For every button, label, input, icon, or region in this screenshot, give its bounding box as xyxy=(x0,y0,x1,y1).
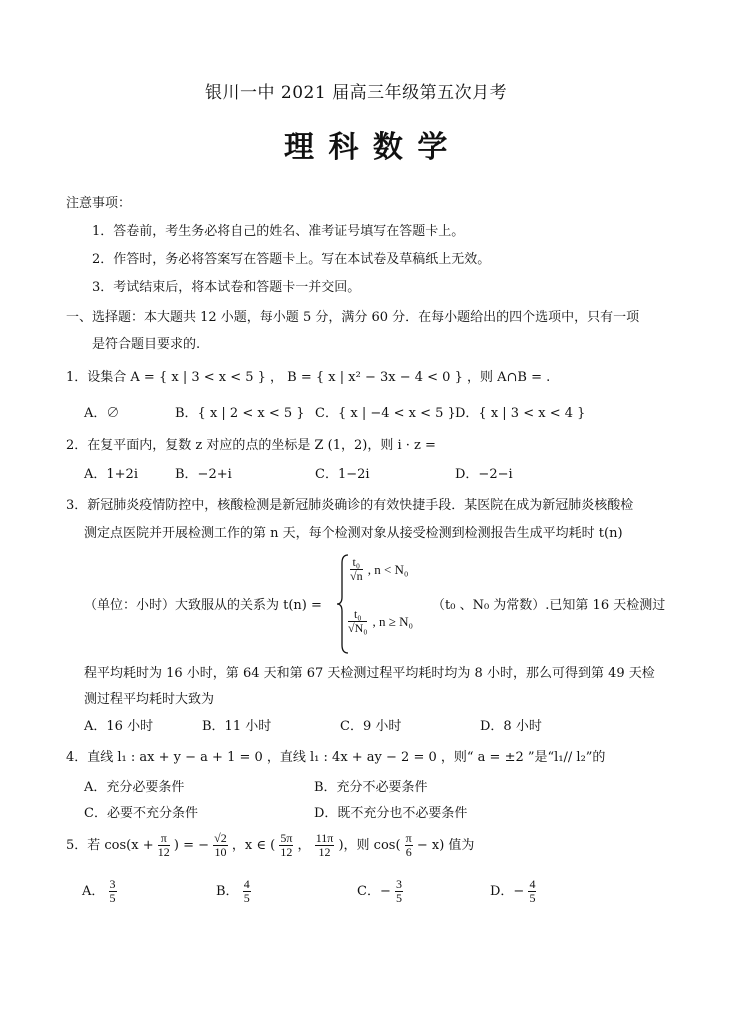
case2-fraction xyxy=(348,608,367,635)
q5-frac-3-den: 12 xyxy=(280,845,293,859)
question-2-option-c: C．1−2i xyxy=(315,467,370,482)
question-3-option-d: D．8 小时 xyxy=(480,719,542,734)
question-4-option-a: A．充分必要条件 xyxy=(84,780,185,795)
case1-num: t₀ xyxy=(350,556,363,570)
question-1-option-a: A．∅ xyxy=(84,406,120,421)
question-3-line1: 3．新冠肺炎疫情防控中，核酸检测是新冠肺炎确诊的有效快捷手段．某医院在成为新冠肺炎核酸检 xyxy=(66,498,634,513)
question-5-option-d xyxy=(490,878,536,905)
q5-frac-2-den: 10 xyxy=(214,845,227,859)
q5-d-den: 5 xyxy=(529,891,536,905)
question-2-option-a: A．1+2i xyxy=(84,467,138,482)
q5-a-frac xyxy=(109,878,117,905)
q5-d-frac xyxy=(528,878,536,905)
case1-den: √n xyxy=(350,569,363,583)
question-3-line5: 测过程平均耗时大致为 xyxy=(84,692,215,707)
q5-a-den: 5 xyxy=(109,891,116,905)
piecewise-case-2 xyxy=(348,608,413,635)
q5-part-6: − x) 值为 xyxy=(416,838,475,853)
piecewise-case-1 xyxy=(350,556,408,583)
q5-frac-4-num: 11π xyxy=(315,831,334,845)
question-5-option-a xyxy=(82,878,117,905)
question-1-option-c: C．{ x | −4 < x < 5 } xyxy=(315,406,456,421)
question-5-stem xyxy=(66,832,474,859)
q5-part-1: 5．若 cos(x + xyxy=(66,838,154,853)
question-4-stem: 4．直线 l₁ : ax + y − a + 1 = 0 ，直线 l₁ : 4x + ay − 2 = 0 ，则“ a = ±2 ”是“l₁// l₂”的 xyxy=(66,750,606,765)
question-2-option-d: D．−2−i xyxy=(455,467,513,482)
q5-frac-2 xyxy=(213,832,228,859)
question-1-stem: 1．设集合 A = { x | 3 < x < 5 } ， B = { x | x² − 3x − 4 < 0 } ，则 A∩B = . xyxy=(66,370,551,385)
notice-heading: 注意事项： xyxy=(66,196,132,211)
q5-frac-5-den: 6 xyxy=(405,845,412,859)
notice-item-3: 3．考试结束后，将本试卷和答题卡一并交回。 xyxy=(92,280,361,295)
q5-frac-1-den: 12 xyxy=(157,845,170,859)
section-instructions-line2: 是符合题目要求的. xyxy=(92,337,201,352)
q5-part-4: ， xyxy=(297,838,311,853)
question-2-option-b: B．−2+i xyxy=(175,467,232,482)
notice-item-1: 1．答卷前，考生务必将自己的姓名、准考证号填写在答题卡上。 xyxy=(92,224,465,239)
q5-a-num: 3 xyxy=(109,877,116,891)
q5-frac-4-den: 12 xyxy=(318,845,331,859)
q5-c-num: 3 xyxy=(395,877,402,891)
question-5-option-b xyxy=(216,878,251,905)
q5-b-label: B． xyxy=(216,884,239,899)
question-1-option-d: D．{ x | 3 < x < 4 } xyxy=(455,406,586,421)
q5-b-frac xyxy=(243,878,251,905)
q5-frac-5 xyxy=(405,832,413,859)
q5-d-num: 4 xyxy=(529,877,536,891)
q5-c-frac xyxy=(395,878,403,905)
question-3-line2: 测定点医院并开展检测工作的第 n 天，每个检测对象从接受检测到检测报告生成平均耗时 t(n) xyxy=(84,526,623,541)
exam-subtitle: 银川一中 2021 届高三年级第五次月考 xyxy=(205,83,508,103)
question-1-option-b: B．{ x | 2 < x < 5 } xyxy=(175,406,305,421)
question-4-option-c: C．必要不充分条件 xyxy=(84,806,198,821)
piecewise-brace xyxy=(336,553,350,655)
q5-frac-3 xyxy=(279,832,293,859)
case2-den: √N₀ xyxy=(348,621,368,635)
exam-title: 理 科 数 学 xyxy=(284,130,450,165)
q5-b-den: 5 xyxy=(243,891,250,905)
q5-frac-3-num: 5π xyxy=(280,831,293,845)
q5-d-label: D．− xyxy=(490,884,525,899)
q5-c-den: 5 xyxy=(395,891,402,905)
case1-fraction xyxy=(350,556,363,583)
section-instructions-line1: 一、选择题：本大题共 12 小题，每小题 5 分，满分 60 分．在每小题给出的四个选项中，只有一项 xyxy=(66,310,640,325)
question-3-option-a: A．16 小时 xyxy=(84,719,154,734)
question-3-mid-right: （t₀ 、N₀ 为常数）.已知第 16 天检测过 xyxy=(432,598,666,613)
question-4-option-d: D．既不充分也不必要条件 xyxy=(314,806,468,821)
question-2-stem: 2．在复平面内，复数 z 对应的点的坐标是 Z (1，2)，则 i · z = xyxy=(66,438,436,453)
q5-frac-1-num: π xyxy=(158,832,170,846)
q5-a-label: A． xyxy=(82,884,105,899)
question-4-option-b: B．充分不必要条件 xyxy=(314,780,428,795)
question-3-mid-left: （单位：小时）大致服从的关系为 t(n) = xyxy=(84,598,322,613)
q5-b-num: 4 xyxy=(243,877,250,891)
case2-num: t₀ xyxy=(348,608,367,622)
q5-frac-1 xyxy=(158,832,170,859)
question-3-option-b: B．11 小时 xyxy=(202,719,272,734)
q5-part-2: ) = − xyxy=(173,838,210,853)
q5-part-3: ，x ∈ ( xyxy=(231,838,276,853)
q5-c-label: C．− xyxy=(357,884,391,899)
question-3-line4: 程平均耗时为 16 小时，第 64 天和第 67 天检测过程平均耗时均为 8 小时，那么可得到第 49 天检 xyxy=(84,666,655,681)
case2-condition: , n ≥ N₀ xyxy=(372,614,414,629)
question-5-option-c xyxy=(357,878,403,905)
q5-part-5: )，则 cos( xyxy=(338,838,401,853)
q5-frac-5-num: π xyxy=(405,831,412,845)
q5-frac-2-num: √2 xyxy=(214,831,227,845)
q5-frac-4 xyxy=(315,832,335,859)
case1-condition: , n < N₀ xyxy=(367,562,409,577)
notice-item-2: 2．作答时，务必将答案写在答题卡上。写在本试卷及草稿纸上无效。 xyxy=(92,252,491,267)
question-3-option-c: C．9 小时 xyxy=(340,719,402,734)
